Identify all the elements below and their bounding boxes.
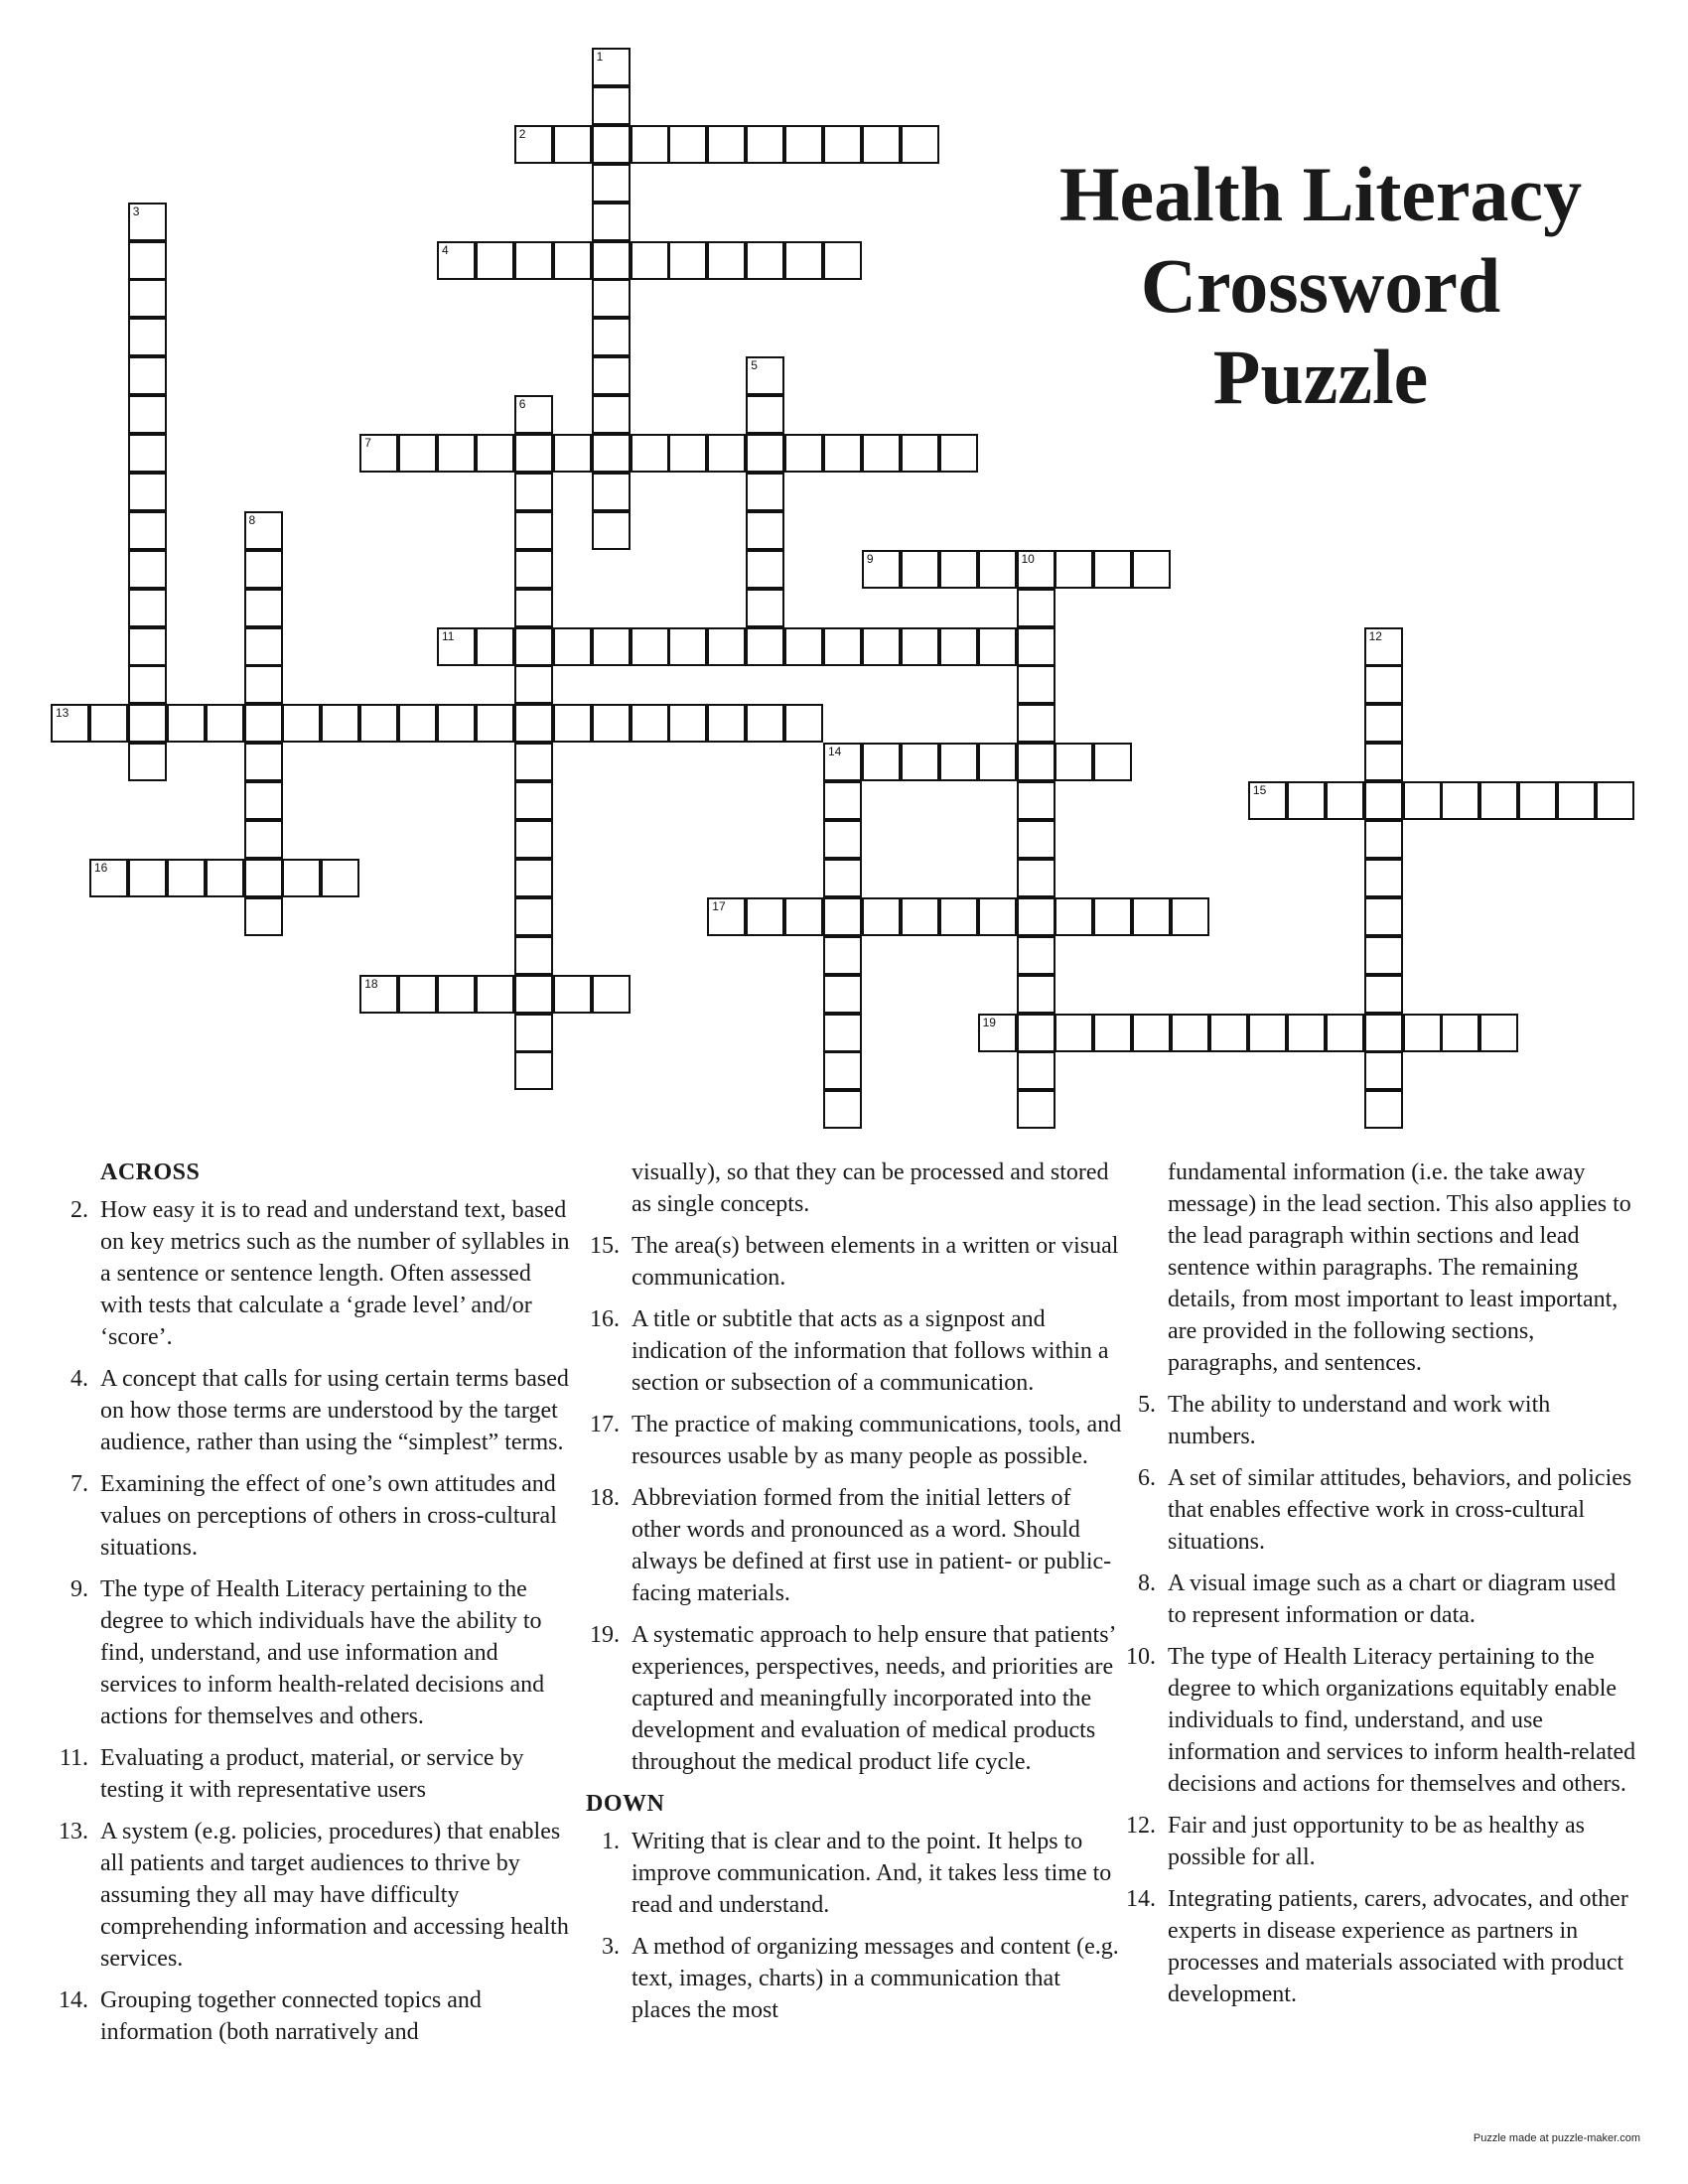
grid-cell[interactable] [514, 743, 553, 781]
grid-cell[interactable] [1055, 1014, 1093, 1052]
grid-cell[interactable] [823, 743, 862, 781]
grid-cell[interactable] [823, 936, 862, 975]
clue-across-19: 19. A systematic approach to help ensure that patients’ experiences, perspectives, needs, and priorities are captured and meaningfully incorporated into the development and evaluation of medical products throughout the medical product life cycle. [590, 1622, 1115, 1775]
grid-cell[interactable] [514, 975, 553, 1014]
grid-cell[interactable] [128, 665, 167, 704]
grid-cell[interactable] [631, 704, 669, 743]
grid-cell[interactable] [244, 511, 283, 550]
grid-cell[interactable] [707, 125, 746, 164]
clue-down-5: 5. The ability to understand and work with numbers. [1138, 1392, 1551, 1449]
grid-cell[interactable] [784, 241, 823, 280]
grid-cell[interactable] [823, 820, 862, 859]
cell-number: 4 [442, 242, 449, 257]
grid-cell[interactable] [1017, 820, 1055, 859]
cell-number: 7 [364, 436, 371, 450]
grid-cell[interactable] [514, 1014, 553, 1052]
grid-cell[interactable] [746, 511, 784, 550]
grid-cell[interactable] [746, 356, 784, 395]
grid-cell[interactable] [1364, 1051, 1403, 1090]
grid-cell[interactable] [359, 704, 398, 743]
grid-cell[interactable] [359, 434, 398, 473]
grid-cell[interactable] [128, 356, 167, 395]
grid-cell[interactable] [1055, 550, 1093, 589]
grid-cell[interactable] [1557, 781, 1596, 820]
grid-cell[interactable] [592, 318, 631, 356]
grid-cell[interactable] [514, 395, 553, 434]
grid-cell[interactable] [592, 975, 631, 1014]
grid-cell[interactable] [244, 704, 283, 743]
grid-cell[interactable] [592, 125, 631, 164]
grid-cell[interactable] [784, 627, 823, 666]
clue-across-14-continued: visually), so that they can be processed and stored as single concepts. [632, 1160, 1109, 1217]
grid-cell[interactable] [1093, 550, 1132, 589]
grid-cell[interactable] [1364, 665, 1403, 704]
grid-cell[interactable] [553, 125, 592, 164]
grid-cell[interactable] [1055, 743, 1093, 781]
grid-cell[interactable] [939, 627, 978, 666]
grid-cell[interactable] [1364, 859, 1403, 897]
grid-cell[interactable] [1248, 781, 1287, 820]
grid-cell[interactable] [1093, 897, 1132, 936]
grid-cell[interactable] [1093, 1014, 1132, 1052]
grid-cell[interactable] [746, 550, 784, 589]
grid-cell[interactable] [89, 704, 128, 743]
grid-cell[interactable] [514, 241, 553, 280]
grid-cell[interactable] [592, 511, 631, 550]
grid-cell[interactable] [668, 704, 707, 743]
grid-cell[interactable] [707, 627, 746, 666]
grid-cell[interactable] [1364, 704, 1403, 743]
grid-cell[interactable] [746, 589, 784, 627]
grid-cell[interactable] [128, 395, 167, 434]
grid-cell[interactable] [128, 704, 167, 743]
grid-cell[interactable] [978, 897, 1017, 936]
grid-cell[interactable] [746, 627, 784, 666]
clue-across-13: 13. A system (e.g. policies, procedures) that enables all patients and target audiences to thrive by assuming they all may have difficulty comprehending information and accessing health services. [59, 1819, 569, 1972]
grid-cell[interactable] [321, 859, 359, 897]
grid-cell[interactable] [707, 897, 746, 936]
cell-number: 12 [1368, 628, 1382, 643]
grid-cell[interactable] [1287, 1014, 1326, 1052]
grid-cell[interactable] [244, 820, 283, 859]
grid-cell[interactable] [437, 434, 476, 473]
grid-cell[interactable] [939, 550, 978, 589]
grid-cell[interactable] [437, 241, 476, 280]
cell-number: 3 [132, 204, 140, 218]
cell-number: 9 [866, 551, 874, 566]
grid-cell[interactable] [514, 859, 553, 897]
grid-cell[interactable] [901, 434, 939, 473]
grid-cell[interactable] [823, 897, 862, 936]
grid-cell[interactable] [1017, 897, 1055, 936]
clue-across-2: 2. How easy it is to read and understand text, based on key metrics such as the number of syllables in a sentence or sentence length. Often assessed with tests that calculate a ‘grade level’ and/or ‘score’. [70, 1197, 570, 1350]
grid-cell[interactable] [746, 125, 784, 164]
grid-cell[interactable] [1364, 743, 1403, 781]
grid-cell[interactable] [553, 434, 592, 473]
grid-cell[interactable] [514, 511, 553, 550]
grid-cell[interactable] [978, 1014, 1017, 1052]
grid-cell[interactable] [282, 859, 321, 897]
grid-cell[interactable] [631, 125, 669, 164]
cell-number: 17 [712, 898, 726, 913]
clue-across-18: 18. Abbreviation formed from the initial letters of other words and pronounced as a word. Should always be defined at first use in patient- or public-facing materials. [590, 1485, 1112, 1606]
clue-down-8: 8. A visual image such as a chart or diagram used to represent information or data. [1138, 1570, 1617, 1628]
clue-down-10: 10. The type of Health Literacy pertaining to the degree to which organizations equitably enable individuals to find, understand, and use information and services to inform health-related decisions and actions for themselves and others. [1126, 1644, 1636, 1797]
grid-cell[interactable] [206, 859, 244, 897]
grid-cell[interactable] [514, 897, 553, 936]
grid-cell[interactable] [167, 859, 206, 897]
grid-cell[interactable] [746, 473, 784, 511]
grid-cell[interactable] [939, 434, 978, 473]
grid-cell[interactable] [978, 550, 1017, 589]
grid-cell[interactable] [823, 434, 862, 473]
grid-cell[interactable] [592, 434, 631, 473]
grid-cell[interactable] [244, 665, 283, 704]
grid-cell[interactable] [784, 897, 823, 936]
grid-cell[interactable] [978, 743, 1017, 781]
grid-cell[interactable] [398, 975, 437, 1014]
grid-cell[interactable] [1441, 1014, 1479, 1052]
grid-cell[interactable] [592, 164, 631, 203]
cell-number: 2 [518, 126, 526, 141]
grid-cell[interactable] [1326, 781, 1364, 820]
grid-cell[interactable] [823, 1051, 862, 1090]
grid-cell[interactable] [592, 203, 631, 241]
grid-cell[interactable] [631, 627, 669, 666]
grid-cell[interactable] [668, 434, 707, 473]
grid-cell[interactable] [746, 704, 784, 743]
grid-cell[interactable] [128, 241, 167, 280]
grid-cell[interactable] [553, 627, 592, 666]
grid-cell[interactable] [823, 1014, 862, 1052]
grid-cell[interactable] [1017, 743, 1055, 781]
cell-number: 6 [518, 397, 526, 412]
grid-cell[interactable] [1364, 781, 1403, 820]
clue-across-11: 11. Evaluating a product, material, or service by testing it with representative users [59, 1745, 524, 1803]
grid-cell[interactable] [939, 897, 978, 936]
grid-cell[interactable] [746, 434, 784, 473]
grid-cell[interactable] [206, 704, 244, 743]
cell-number: 5 [751, 358, 758, 373]
grid-cell[interactable] [1248, 1014, 1287, 1052]
grid-cell[interactable] [1093, 743, 1132, 781]
grid-cell[interactable] [1017, 859, 1055, 897]
grid-cell[interactable] [592, 473, 631, 511]
grid-cell[interactable] [1017, 936, 1055, 975]
grid-cell[interactable] [553, 975, 592, 1014]
clues-column-3 [1122, 1157, 1638, 2020]
grid-cell[interactable] [862, 550, 901, 589]
grid-cell[interactable] [1017, 1014, 1055, 1052]
grid-cell[interactable] [1287, 781, 1326, 820]
title-line-2: Crossword [1140, 242, 1501, 329]
grid-cell[interactable] [631, 434, 669, 473]
grid-cell[interactable] [784, 434, 823, 473]
clue-down-6: 6. A set of similar attitudes, behaviors, and policies that enables effective work in cross-cultural situations. [1138, 1465, 1632, 1555]
grid-cell[interactable] [592, 356, 631, 395]
grid-cell[interactable] [1209, 1014, 1248, 1052]
grid-cell[interactable] [1017, 704, 1055, 743]
grid-cell[interactable] [668, 627, 707, 666]
grid-cell[interactable] [1132, 550, 1171, 589]
grid-cell[interactable] [1132, 1014, 1171, 1052]
grid-cell[interactable] [823, 859, 862, 897]
across-header: ACROSS [100, 1160, 201, 1185]
grid-cell[interactable] [514, 125, 553, 164]
grid-cell[interactable] [746, 241, 784, 280]
grid-cell[interactable] [359, 975, 398, 1014]
grid-cell[interactable] [128, 279, 167, 318]
grid-cell[interactable] [1017, 589, 1055, 627]
grid-cell[interactable] [553, 704, 592, 743]
grid-cell[interactable] [1403, 781, 1442, 820]
grid-cell[interactable] [128, 203, 167, 241]
grid-cell[interactable] [128, 859, 167, 897]
grid-cell[interactable] [514, 473, 553, 511]
grid-cell[interactable] [823, 1090, 862, 1129]
cell-number: 8 [248, 512, 256, 527]
grid-cell[interactable] [1479, 1014, 1518, 1052]
grid-cell[interactable] [901, 743, 939, 781]
grid-cell[interactable] [514, 627, 553, 666]
grid-cell[interactable] [437, 627, 476, 666]
grid-cell[interactable] [592, 241, 631, 280]
grid-cell[interactable] [1364, 1090, 1403, 1129]
grid-cell[interactable] [592, 627, 631, 666]
grid-cell[interactable] [592, 48, 631, 86]
grid-cell[interactable] [784, 704, 823, 743]
clue-down-3-continued: fundamental information (i.e. the take away message) in the lead section. This also applies to the lead paragraph within sections and lead sentence within paragraphs. The remaining details, from most important to least important, are provided in the following sections, paragraphs, and sentences. [1168, 1160, 1631, 1376]
clue-across-16: 16. A title or subtitle that acts as a signpost and indication of the information that follows within a section or subsection of a communication. [590, 1306, 1109, 1396]
grid-cell[interactable] [901, 897, 939, 936]
cell-number: 15 [1252, 783, 1267, 798]
clue-across-4: 4. A concept that calls for using certain terms based on how those terms are understood by the target audience, rather than using the “simplest” terms. [70, 1366, 569, 1455]
clue-down-1: 1. Writing that is clear and to the point. It helps to improve communication. And, it takes less time to read and understand. [602, 1829, 1112, 1918]
grid-cell[interactable] [823, 241, 862, 280]
grid-cell[interactable] [823, 781, 862, 820]
grid-cell[interactable] [1364, 975, 1403, 1014]
grid-cell[interactable] [514, 550, 553, 589]
clue-across-7: 7. Examining the effect of one’s own attitudes and values on perceptions of others in cross-cultural situations. [70, 1471, 557, 1561]
clue-across-17: 17. The practice of making communications, tools, and resources usable by as many people as possible. [590, 1412, 1122, 1469]
grid-cell[interactable] [476, 627, 514, 666]
grid-cell[interactable] [1441, 781, 1479, 820]
grid-cell[interactable] [514, 1051, 553, 1090]
grid-cell[interactable] [1171, 897, 1209, 936]
down-header: DOWN [586, 1791, 665, 1817]
grid-cell[interactable] [167, 704, 206, 743]
grid-cell[interactable] [1017, 627, 1055, 666]
cell-number: 14 [828, 745, 842, 759]
grid-cell[interactable] [1596, 781, 1634, 820]
cell-number: 1 [596, 50, 604, 64]
grid-cell[interactable] [1017, 665, 1055, 704]
grid-cell[interactable] [51, 704, 89, 743]
grid-cell[interactable] [514, 820, 553, 859]
credit-text: Puzzle made at puzzle-maker.com [1473, 2132, 1640, 2144]
grid-cell[interactable] [437, 975, 476, 1014]
grid-cell[interactable] [668, 125, 707, 164]
cell-number: 16 [93, 860, 108, 875]
grid-cell[interactable] [476, 241, 514, 280]
grid-cell[interactable] [1017, 550, 1055, 589]
grid-cell[interactable] [592, 86, 631, 125]
grid-cell[interactable] [862, 434, 901, 473]
grid-cell[interactable] [862, 743, 901, 781]
grid-cell[interactable] [1364, 936, 1403, 975]
grid-cell[interactable] [1518, 781, 1557, 820]
cell-number: 11 [442, 628, 455, 643]
grid-cell[interactable] [592, 395, 631, 434]
grid-cell[interactable] [901, 550, 939, 589]
grid-cell[interactable] [128, 434, 167, 473]
grid-cell[interactable] [1171, 1014, 1209, 1052]
grid-cell[interactable] [862, 897, 901, 936]
grid-cell[interactable] [1055, 897, 1093, 936]
grid-cell[interactable] [128, 318, 167, 356]
clues-column-2 [586, 1157, 1122, 2036]
grid-cell[interactable] [1403, 1014, 1442, 1052]
grid-cell[interactable] [514, 589, 553, 627]
cell-number: 10 [1021, 551, 1035, 566]
grid-cell[interactable] [437, 704, 476, 743]
grid-cell[interactable] [939, 743, 978, 781]
grid-cell[interactable] [1364, 627, 1403, 666]
grid-cell[interactable] [668, 241, 707, 280]
clue-across-9: 9. The type of Health Literacy pertaining to the degree to which individuals have the ability to find, understand, and use information and services to inform health-related decisions and actions for themselves and others. [70, 1576, 545, 1729]
grid-cell[interactable] [398, 704, 437, 743]
grid-cell[interactable] [1017, 1090, 1055, 1129]
grid-cell[interactable] [128, 511, 167, 550]
grid-cell[interactable] [707, 704, 746, 743]
grid-cell[interactable] [784, 125, 823, 164]
clue-down-14: 14. Integrating patients, carers, advocates, and other experts in disease experience as partners in processes and materials associated with product development. [1126, 1886, 1628, 2007]
grid-cell[interactable] [398, 434, 437, 473]
grid-cell[interactable] [1364, 897, 1403, 936]
grid-cell[interactable] [282, 704, 321, 743]
grid-cell[interactable] [514, 704, 553, 743]
title-line-1: Health Literacy [1058, 151, 1583, 237]
grid-cell[interactable] [128, 627, 167, 666]
grid-cell[interactable] [476, 975, 514, 1014]
grid-cell[interactable] [514, 781, 553, 820]
grid-cell[interactable] [901, 125, 939, 164]
grid-cell[interactable] [592, 704, 631, 743]
grid-cell[interactable] [1132, 897, 1171, 936]
grid-cell[interactable] [476, 704, 514, 743]
clue-across-14: 14. Grouping together connected topics and information (both narratively and [59, 1987, 482, 2045]
grid-cell[interactable] [1017, 781, 1055, 820]
grid-cell[interactable] [321, 704, 359, 743]
grid-cell[interactable] [901, 627, 939, 666]
grid-cell[interactable] [128, 550, 167, 589]
grid-cell[interactable] [128, 589, 167, 627]
grid-cell[interactable] [746, 395, 784, 434]
grid-cell[interactable] [89, 859, 128, 897]
grid-cell[interactable] [823, 975, 862, 1014]
clues-column-1 [55, 1157, 571, 2058]
grid-cell[interactable] [128, 743, 167, 781]
grid-cell[interactable] [1364, 820, 1403, 859]
puzzle-title [1003, 149, 1638, 423]
grid-cell[interactable] [631, 241, 669, 280]
grid-cell[interactable] [1017, 1051, 1055, 1090]
cell-number: 13 [56, 706, 70, 721]
grid-cell[interactable] [978, 627, 1017, 666]
title-line-3: Puzzle [1212, 334, 1429, 420]
grid-cell[interactable] [592, 279, 631, 318]
grid-cell[interactable] [862, 125, 901, 164]
grid-cell[interactable] [1017, 975, 1055, 1014]
cell-number: 18 [364, 976, 378, 991]
grid-cell[interactable] [476, 434, 514, 473]
clue-across-15: 15. The area(s) between elements in a written or visual communication. [590, 1233, 1119, 1291]
grid-cell[interactable] [514, 665, 553, 704]
grid-cell[interactable] [244, 897, 283, 936]
clue-down-12: 12. Fair and just opportunity to be as healthy as possible for all. [1126, 1813, 1585, 1870]
cell-number: 19 [982, 1015, 996, 1029]
grid-cell[interactable] [244, 550, 283, 589]
grid-cell[interactable] [1326, 1014, 1364, 1052]
grid-cell[interactable] [244, 781, 283, 820]
grid-cell[interactable] [244, 743, 283, 781]
grid-cell[interactable] [128, 473, 167, 511]
grid-cell[interactable] [244, 859, 283, 897]
grid-cell[interactable] [514, 434, 553, 473]
grid-cell[interactable] [514, 936, 553, 975]
grid-cell[interactable] [707, 241, 746, 280]
grid-cell[interactable] [823, 627, 862, 666]
grid-cell[interactable] [862, 627, 901, 666]
grid-cell[interactable] [707, 434, 746, 473]
grid-cell[interactable] [553, 241, 592, 280]
grid-cell[interactable] [823, 125, 862, 164]
grid-cell[interactable] [244, 627, 283, 666]
grid-cell[interactable] [1364, 1014, 1403, 1052]
clue-down-3: 3. A method of organizing messages and content (e.g. text, images, charts) in a communication that places the most [602, 1934, 1119, 2023]
grid-cell[interactable] [1479, 781, 1518, 820]
grid-cell[interactable] [746, 897, 784, 936]
grid-cell[interactable] [244, 589, 283, 627]
